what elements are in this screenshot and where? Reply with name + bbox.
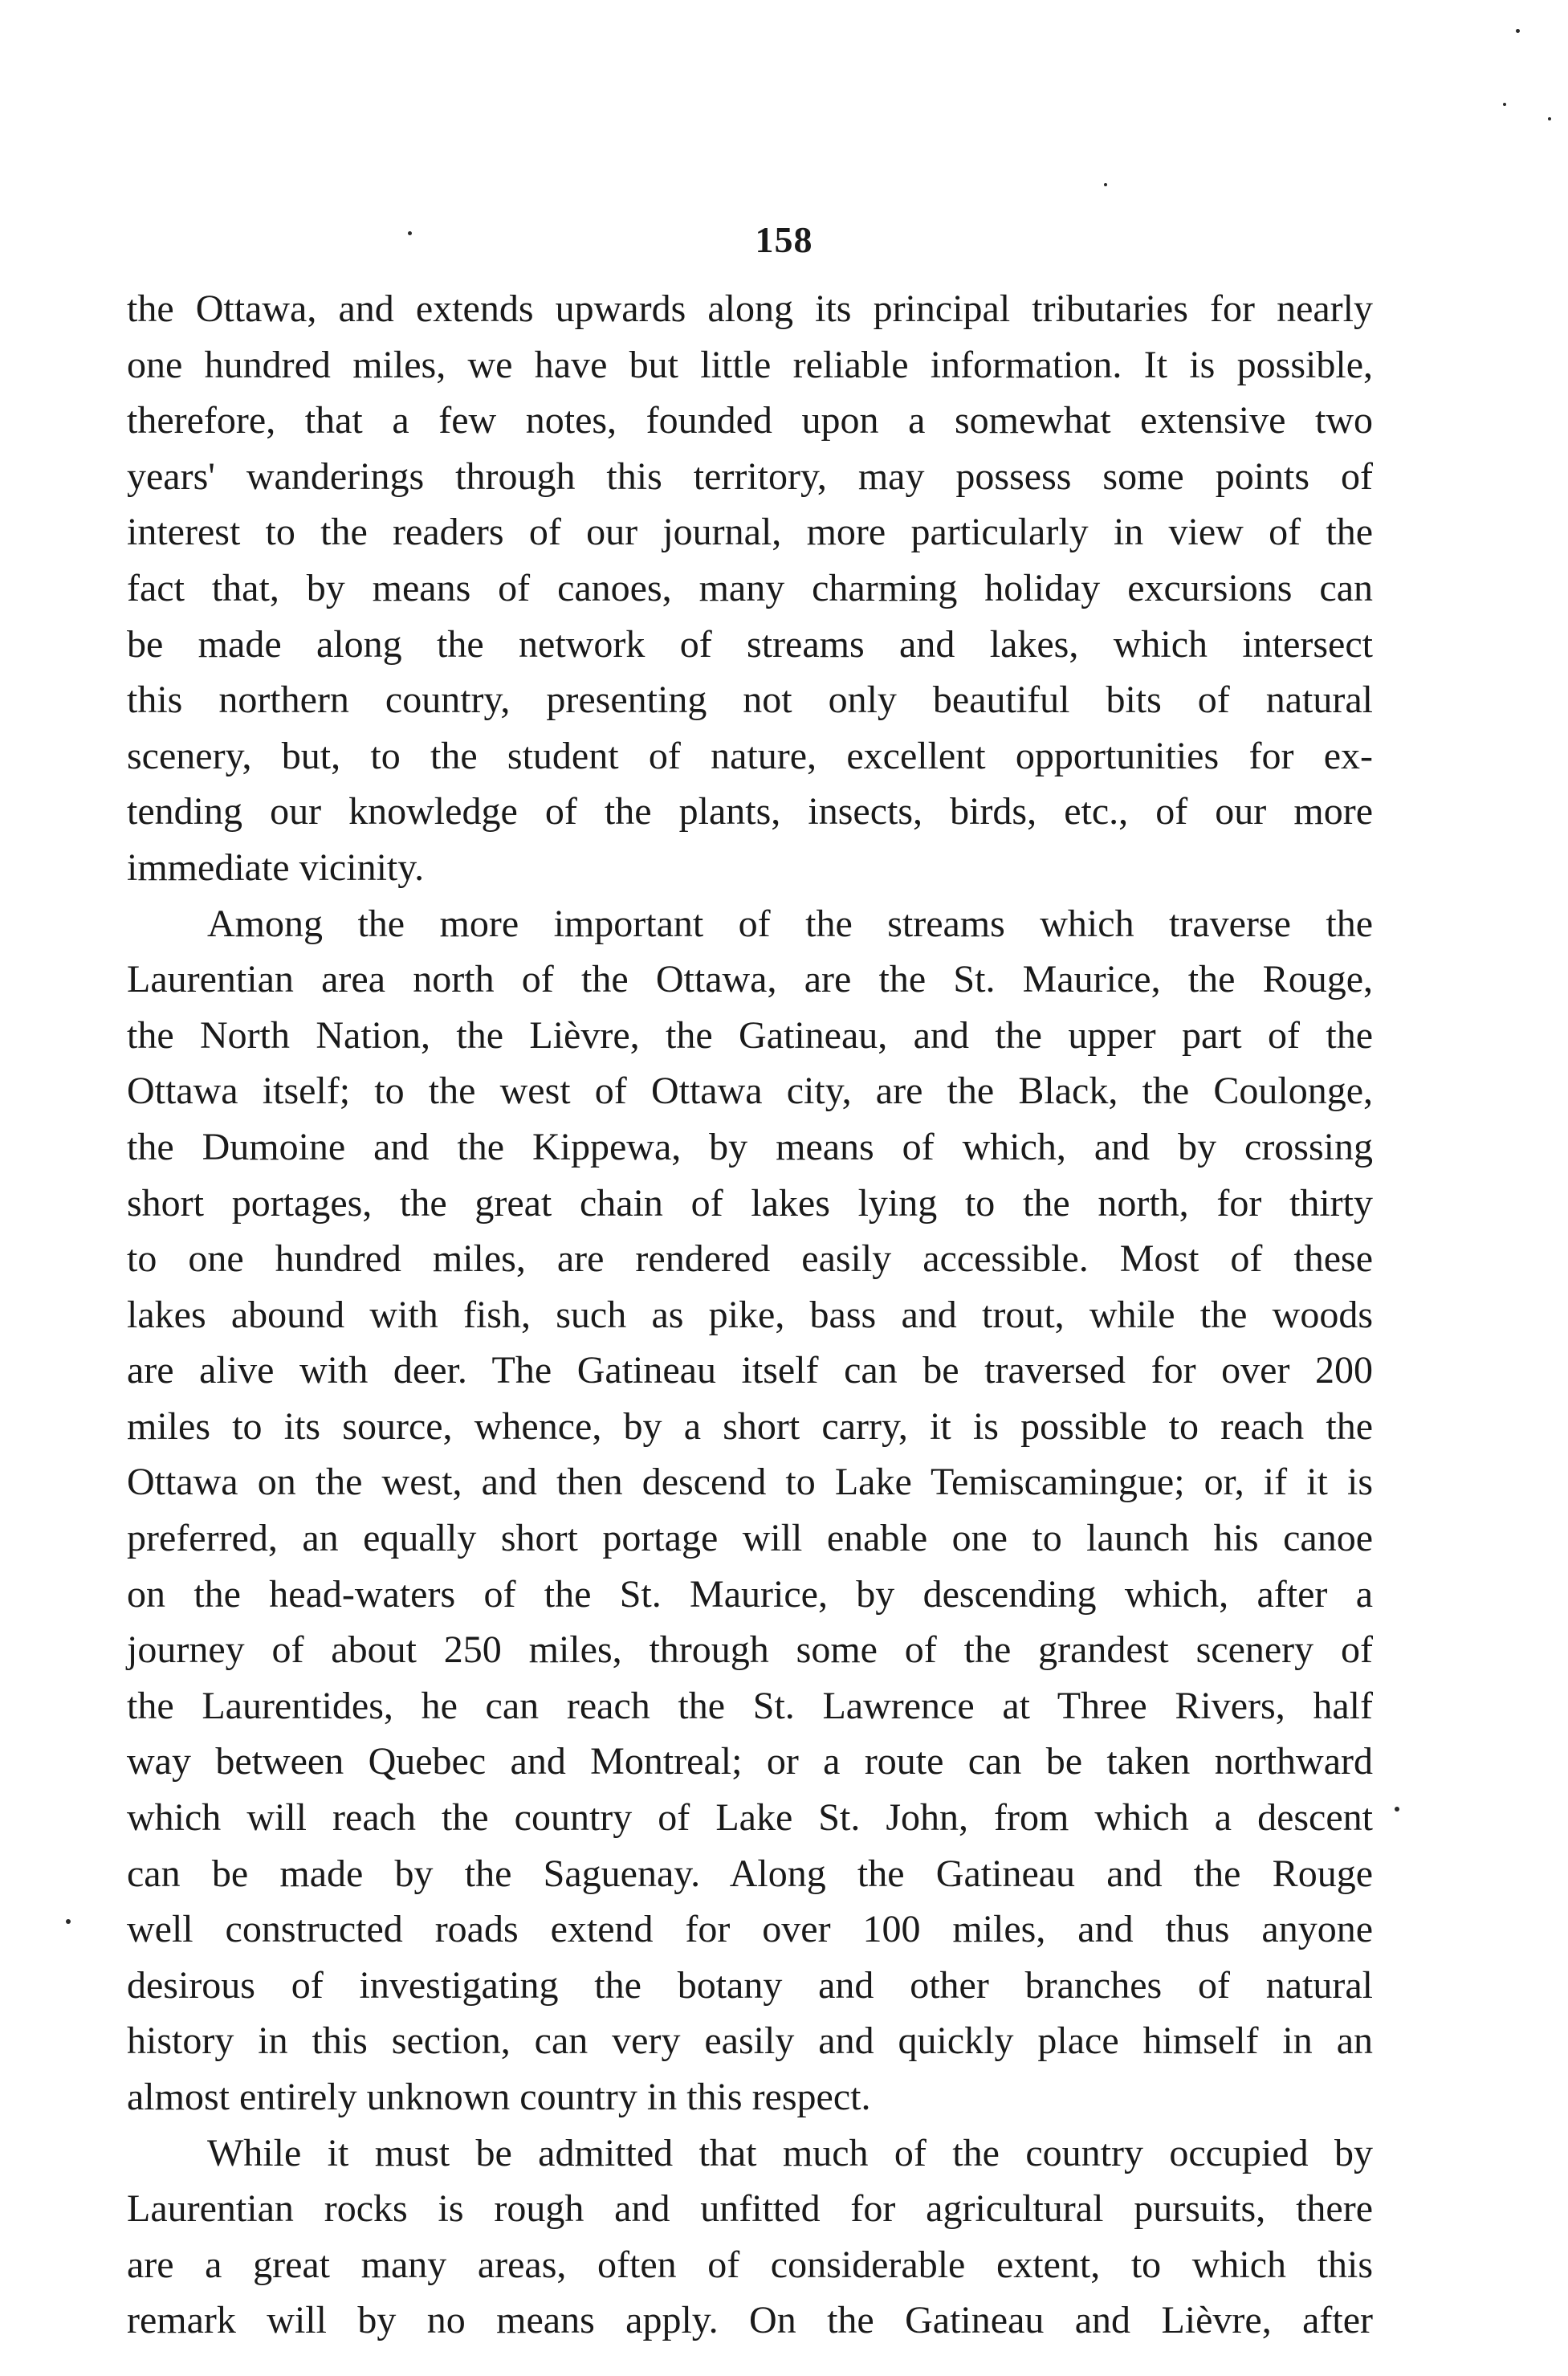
text-line: well constructed roads extend for over 100 miles, and thus anyone — [127, 1908, 1373, 1951]
text-line: almost entirely unknown country in this respect. — [127, 2076, 871, 2118]
paragraph-1 — [127, 281, 1373, 896]
text-line: the North Nation, the Lièvre, the Gatineau, and the upper part of the — [127, 1013, 1373, 1057]
text-line: desirous of investigating the botany and other branches of natural — [127, 1963, 1373, 2007]
text-line: Among the more important of the streams which traverse the — [207, 902, 1373, 945]
text-line: remark will by no means apply. On the Gatineau and Lièvre, after — [127, 2299, 1373, 2342]
text-line: are a great many areas, often of considerable extent, to which this — [127, 2243, 1373, 2286]
print-speck — [1548, 117, 1551, 120]
text-line: which will reach the country of Lake St. John, from which a descent — [127, 1796, 1373, 1840]
text-line: immediate vicinity. — [127, 846, 425, 889]
page-number: 158 — [755, 219, 813, 260]
text-line: the Ottawa, and extends upwards along its principal tributaries for nearly — [127, 287, 1373, 330]
text-line: the Dumoine and the Kippewa, by means of which, and by crossing — [127, 1125, 1373, 1168]
text-line: fact that, by means of canoes, many charming holiday excursions can — [127, 566, 1373, 609]
text-line: tending our knowledge of the plants, insects, birds, etc., of our more — [127, 790, 1373, 833]
text-line: Laurentian area north of the Ottawa, are the St. Maurice, the Rouge, — [127, 958, 1373, 1001]
paragraph-2 — [127, 896, 1373, 2125]
text-line: this northern country, presenting not only beautiful bits of natural — [127, 679, 1373, 722]
print-speck — [1516, 29, 1520, 33]
text-line: Ottawa itself; to the west of Ottawa city, are the Black, the Coulonge, — [127, 1070, 1373, 1113]
text-line: years' wanderings through this territory, may possess some points of — [127, 454, 1373, 498]
text-line: Ottawa on the west, and then descend to Lake Temiscamingue; or, if it is — [127, 1461, 1373, 1504]
text-line: While it must be admitted that much of the country occupied by — [207, 2131, 1373, 2174]
text-line: way between Quebec and Montreal; or a route can be taken northward — [127, 1740, 1373, 1783]
text-line: short portages, the great chain of lakes lying to the north, for thirty — [127, 1181, 1373, 1225]
text-line: to one hundred miles, are rendered easily accessible. Most of these — [127, 1237, 1373, 1281]
text-line: preferred, an equally short portage will enable one to launch his canoe — [127, 1517, 1373, 1560]
text-line: the Laurentides, he can reach the St. Lawrence at Three Rivers, half — [127, 1684, 1373, 1727]
body-text — [127, 281, 1373, 2349]
text-line: are alive with deer. The Gatineau itself can be traversed for over 200 — [127, 1349, 1373, 1392]
text-line: scenery, but, to the student of nature, excellent opportunities for ex- — [127, 734, 1373, 777]
text-line: history in this section, can very easily and quickly place himself in an — [127, 2019, 1373, 2063]
print-speck — [66, 1919, 71, 1924]
text-line: therefore, that a few notes, founded upon a somewhat extensive two — [127, 399, 1373, 442]
text-line: miles to its source, whence, by a short carry, it is possible to reach the — [127, 1404, 1373, 1448]
text-line: can be made by the Saguenay. Along the Gatineau and the Rouge — [127, 1852, 1373, 1895]
text-line: interest to the readers of our journal, more particularly in view of the — [127, 511, 1373, 554]
text-line: be made along the network of streams and lakes, which intersect — [127, 622, 1373, 666]
print-speck — [1503, 103, 1506, 106]
print-speck — [1104, 183, 1107, 186]
paragraph-3 — [127, 2125, 1373, 2349]
text-line: one hundred miles, we have but little reliable information. It is possible, — [127, 343, 1373, 386]
text-line: journey of about 250 miles, through some of the grandest scenery of — [127, 1628, 1373, 1672]
print-speck — [1395, 1807, 1399, 1812]
text-line: on the head-waters of the St. Maurice, by descending which, after a — [127, 1572, 1373, 1616]
text-line: Laurentian rocks is rough and unfitted for agricultural pursuits, there — [127, 2187, 1373, 2231]
text-line: lakes abound with fish, such as pike, bass and trout, while the woods — [127, 1293, 1373, 1336]
